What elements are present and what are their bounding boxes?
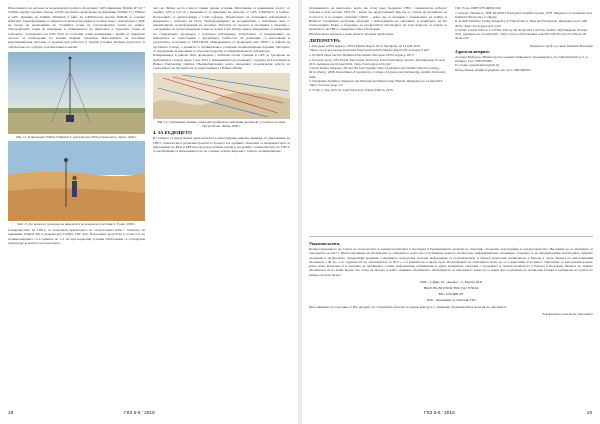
reference-item: 6. Stoks, J. Van, GPS for Land Surveyors, Fourth Edition, 2015. (309, 87, 394, 92)
author1-contact: Асхаруп Бахбуров, Министерство на инвестиционното проектиране („Св. Иван Рилски“), ет. 4, кабинет; Тел.: 0887076005 (455, 54, 589, 63)
photo-radiomodem (8, 52, 145, 134)
photo1-caption: Фиг. 12. Радиомодем Trimble Trimmark 3, работещ като RTK ретранслатор, Тунис, 2006 г. (16, 134, 137, 139)
bank-line: BIC: UNCRBGSF (438, 292, 464, 297)
reference-item: CRC Press, ISBN 9781466561106. (455, 6, 502, 10)
photo-satellite-profiles (153, 73, 290, 119)
left-col2-mid-paragraph: Измерванията в района бяха проведени с мобилна пълна станция и GPS за трасиране на дълбочини в сложен терен. След 2012 г. измерванията продължават с уредите на Геотехника и Balkan Engineering Limited (Великобритания), които извършват геодезически работи на територията на пустинята и по пристанищата в Южна Либия. (153, 53, 290, 71)
journal-footer-right: ГКЗ 5-6 ' 2016 (424, 411, 455, 416)
reference-item: 7. Stewart, Thomas A. THE TRANSIT Navigation Satellite System. 1978. Magnavox Government And Industrial Electronics Company. (455, 10, 592, 19)
references-heading: ЛИТЕРАТУРА: (309, 38, 341, 44)
left-column-2 (153, 6, 290, 406)
reference-item: 8. Transit Satellites. Living Frequency In Find Position, Time and Navigation. Цитирано на 01 май 2016. <http://www.gpsworld.com> (455, 19, 587, 28)
reference-item: 2. EGNOS Open Service Definition Document, European GNSS Agency, 2015. (309, 52, 415, 57)
journal-footer-left: ГКЗ 5-6 ' 2016 (124, 411, 155, 416)
photo2-caption: Фиг. 13. По време на трасиране на нивелетите на резервоар в пустинята, Тунис, 2008 г. (17, 221, 136, 226)
page-number-right: 19 (586, 411, 592, 416)
bank-line: IBAN: BG 80 UNCR 7000 1522 5556 64 (423, 286, 479, 291)
references-list-left (309, 44, 447, 92)
notice-closing: Редакционна колегия на списанието (542, 311, 593, 316)
left-column-1 (8, 6, 145, 406)
right-column-1 (309, 6, 447, 236)
left-col2-bottom-paragraph: В статията са представени хронологично и илюстрирани няколко примера за приложение на ГНСС технологии в различни проекти в страната и в чужбина. Показани са възможностите за приложение на RTK и PPP методи при различни задачи в геодезията. Специалистите по ГНСС са необходими за изпълнението на по-сложни задачи свързани с точното позициониране. (153, 136, 290, 154)
reference-item: 5. Navigation Satellites, Regional and Interregional Meteorology Branch. Цитирано на 14 май 2016. <http://www.nrcan.gc.ca> (309, 79, 444, 88)
notice-heading: Уважаеми колеги, (309, 242, 341, 246)
contacts-heading: Адреси на авторите: (455, 49, 491, 54)
reference-item: 1. European GNSS Agency, GNSS Market Report 2015. Цитирано на 14 май 2016. <https://www.gsa.europa.eu/system/files/reports/GNSS-Market-Report-2015-issue4_0.pdf> (309, 44, 431, 53)
right-page (302, 0, 600, 424)
right-col1-paragraph: Основаването на въпросите, които ще стоят пред бъдещите ГНСС специалисти, изборът започва в тези посоки. GPS III – какво ще представлява? Как ще се отрази на промяната на точността и на новите сигнали? GNSS – какво ще се промени с навлизането на Galileo и BeiDou? Сегашните проблеми свързани с интеграцията на системите и развитието на 5G технологиите. Какво е бъдещето на професията? Отговорите на тези въпроси са важни за развитието на ГНСС специалностите в България. (309, 6, 447, 32)
photo3-caption: Фиг. 14. Спътникови снимки с нанесени профили на скеновани произволи с участието на инж. Петър Илчев, Либия, 2008 г. (157, 120, 286, 129)
left-col2-paragraph: част на Либия, често в много тежки терени условия. Използвани са приемници „Leica“ от серията GS5 и GS 10 с възможност за приемане на сигнали от GPS, ГЛОНАСС и Galileo. Полученият се дигитализира с CAD софтуер. Обработката на статичните наблюдения е извършена с помощта на LGO. Трансформацията на координатите е изпълнена чрез 7-параметрична трансформация на Хелмерт. Работата по проекта в пустинята е свързана с осигуряване на регистрационни точки на всеки 2 км. Контролните измервания са извършени по стандартната процедура с повторно наблюдение. Резултатите от измерванията на нивелетите са съпоставени с проектните стойности. За сравнение са използвани и резултатите, получени от CHEVRON. Измерванията са проведени през 2008 г. в района на пустинята Сахара, а данните са публикувани в различни специализирани издания. Методите за определяне на височини са описани подробно в специализираната литература. (153, 6, 290, 53)
satellite-profiles-image (153, 73, 290, 119)
notice-end-paragraph: При заявяване на търсения от Вас продукт, за служебните абонати се издава фактура. С уважение, Редакционната колегия на списанието (309, 305, 507, 310)
bank-line: 1000 – София, Ул. „Кракра“ 11, Кърпач ДГК (419, 280, 483, 285)
left-col1-paragraph: Използването на система за геодезическата работа оборудван с GPS приемник Trimble R7-10 + Trimble Zephyr Geodetic антена. GNSS системата, включваща ги приемник Trimble Tr с DiBase и GPS. Дневник на Trimble Trimmark 3 (фиг. 6). GPSNetwork версия 2009.00, в основен комплект. Трансформация от мерни и геодезически данни в съответствие с показатели от БДС на базата на изчисляване на стотиците точки на топографските точки на земята. Топографските точки на измерване и сближаването на пикселите в отделните точки на плановете. Стандартите на РТК 2010 за Глобални точни измервания с двойна и трикратна честота за наблюдение на всички видими спътници. Използването на различни комуникационни системи са водещи при работата в трудни условия. Всички резултати са обработени със софтуер за изчисления и анализ. (8, 6, 145, 49)
author2-contact: Петър Илчев: plamilcev@gmail.com, Тел.: 0887066655 (455, 68, 531, 73)
radiomodem-photo-image (8, 52, 145, 134)
author1-email: Ел. поща: iquiosbahbaxi@alb.bg (455, 63, 500, 68)
section-heading-future: 4. ЗА БЪДЕЩЕТО (153, 130, 192, 136)
reference-item: 4. Kirat Kumar Talapaga, 2D and 3D Land Seismic Data Acquisition and Seismic Data Processing, M.Sc.(Tech.), 2008. Department of Geophysics, College of Science and Technology, Andhra University, India. (309, 66, 447, 79)
right-col1-italic: Интересните времена в тази област тепърва предстоят. (309, 31, 395, 36)
subscription-notice (309, 236, 593, 408)
bank-details (309, 280, 593, 302)
bank-line: ОТБ – Абонамент за списание ГКЗ (426, 298, 476, 303)
notice-paragraph: Разпространението на Съюза на геодезистите и землеустроителите в България и Редакционната колегия на списание „Геодезия, картография и землеустройство“ Ви каним да се абонирате за списанието за 2017 г. При подновяване на абонамента за списанието, което ще се публикува първото и най-точно информационно отражение, стараещо се да направи всичко необходимо, правило наложени в професията, определящи решения. Списанието предоставя полезна информация за геодезическите и землеустроителни специалисти в Европа и света. Цената на едногодишния абонамент е 36 лв., а за студенти 18 лв. Абонаментът за 2017 г. е в рамките на 4 двоен броя. Получаването на списанието може да се осъществява и на място. Обръщаме се към всички колеги, които имат възможност и желание да публикуват статии, информация, публикации и други материали, свързани с геодезията и землеустройството в Европа и България. Можете да заявите абонамента си по всяко време, без оглед на месеца, в който заявявате абонамента. Абонаментът за списанието може да се заяви чрез попълване на специална бланка и заплащане на сумата по банков път или лично. (309, 247, 593, 277)
right-column-2 (455, 6, 593, 236)
reviewer-line: Рецензент: проф. д-р инж. Кираина Василева (529, 43, 593, 48)
desert-survey-photo-image (8, 141, 145, 221)
reference-item: 9. Wolfe, Lauren Wilcox. Cold War Library All About Old Cold War Studies. Публикувано 24 март 2011. цитирано на 14 май 2016. <http://www.coldwarstudies.com/2011/03/24/cold-war-library-all-about-old> (455, 28, 588, 41)
reference-item: 3. Dowson, Greg. GPS World. Innovation: In Precise Point Positioning. Vectors, Публикувано 01 май 2011. цитирано на 04 май 2016. <http://www.gpsworld.com> (309, 57, 445, 66)
left-page (0, 0, 298, 424)
page-number-left: 18 (8, 411, 14, 416)
photo-desert-survey (8, 141, 145, 221)
references-list-right (455, 6, 593, 41)
left-col1-bottom-paragraph: Специалистите по ГНСС са позволили прилагането на технологията RTK с помощта на приемник Trimble R8 и радиомодем Trimble TDL 450. Показаните резултати в точността на позиционирането са в рамките на 1–2 см при нормални условия. Използвани са стандартни процедури за контрол на качеството. (8, 227, 145, 245)
